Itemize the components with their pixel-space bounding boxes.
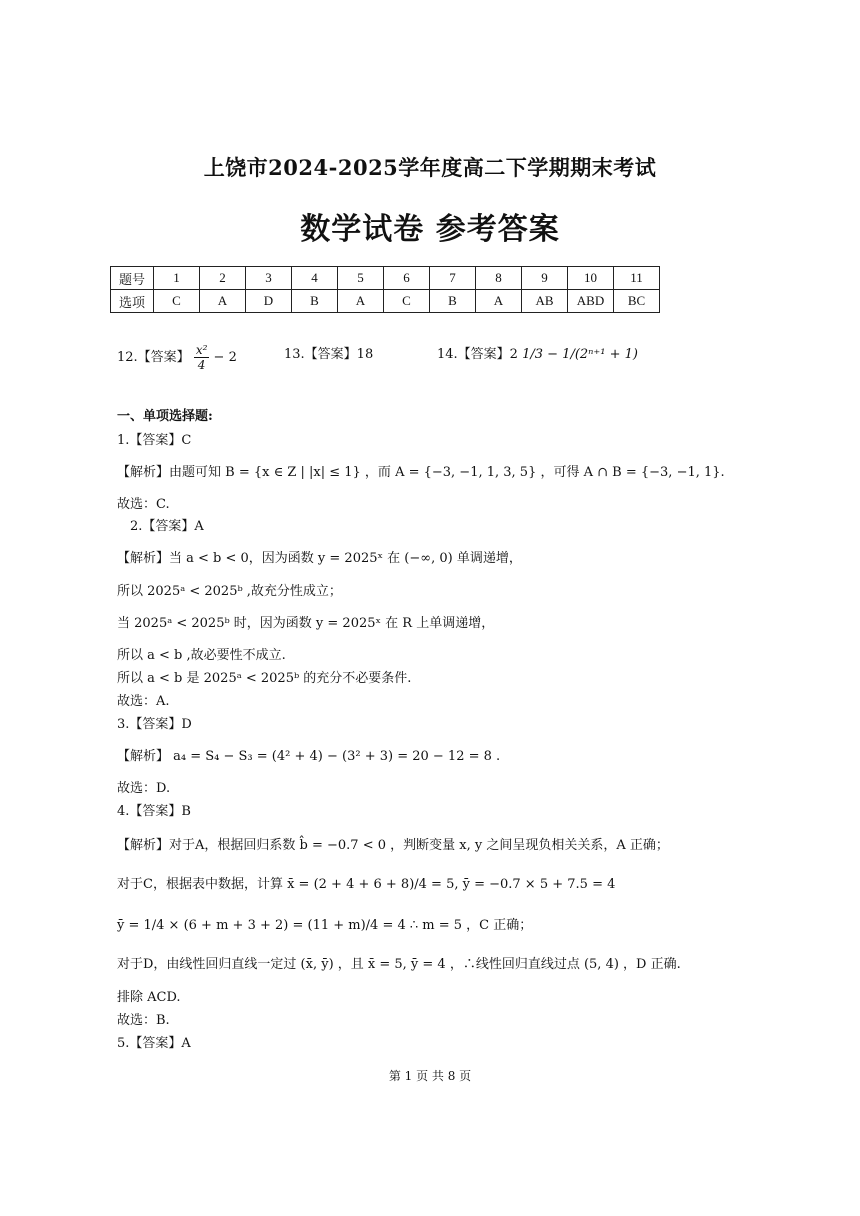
- solution-line: 【解析】当 a < b < 0，因为函数 y = 2025ˣ 在 (−∞, 0) 单调递增，: [117, 551, 522, 566]
- answer-12-fraction: [194, 343, 210, 372]
- table-cell: A: [200, 290, 246, 313]
- answer-table-row-numbers: [111, 267, 660, 290]
- solution-line: 【解析】 a₄ = S₄ − S₃ = (4² + 4) − (3² + 3) = 20 − 12 = 8 .: [117, 749, 501, 764]
- answer-14: [437, 343, 638, 362]
- answer-table-row-answers: [111, 290, 660, 313]
- table-cell: D: [246, 290, 292, 313]
- table-cell: 10: [568, 267, 614, 290]
- table-cell: A: [338, 290, 384, 313]
- solution-line: 故选：A.: [117, 694, 170, 709]
- solution-line: 2.【答案】A: [130, 519, 204, 534]
- table-cell: 8: [476, 267, 522, 290]
- answer-12-prefix: 12.【答案】: [117, 350, 190, 365]
- solution-line: 【解析】对于A，根据回归系数 b̂ = −0.7 < 0 ，判断变量 x, y 之间呈现负相关关系，A 正确；: [117, 838, 669, 853]
- solution-line: 所以 a < b ,故必要性不成立.: [117, 648, 286, 663]
- row-label-answer: 选项: [111, 290, 154, 313]
- solution-line: ȳ = 1/4 × (6 + m + 3 + 2) = (11 + m)/4 = 4 ∴ m = 5 ，C 正确；: [117, 918, 533, 933]
- answer-12-tail: − 2: [213, 350, 237, 365]
- answer-table: [110, 266, 660, 313]
- solution-line: 排除 ACD.: [117, 990, 181, 1005]
- table-cell: C: [154, 290, 200, 313]
- table-cell: 1: [154, 267, 200, 290]
- solution-line: 故选：B.: [117, 1013, 170, 1028]
- solution-line: 4.【答案】B: [117, 804, 191, 819]
- page-footer: 第 1 页 共 8 页: [388, 1069, 472, 1083]
- answer-13: 13.【答案】18: [284, 347, 374, 362]
- table-cell: C: [384, 290, 430, 313]
- solution-line: 当 2025ᵃ < 2025ᵇ 时，因为函数 y = 2025ˣ 在 R 上单调递增，: [117, 616, 495, 631]
- table-cell: 9: [522, 267, 568, 290]
- fraction-denominator: 4: [197, 358, 206, 372]
- solution-line: 对于D，由线性回归直线一定过 (x̄, ȳ) ，且 x̄ = 5, ȳ = 4 ，∴线性回归直线过点 (5, 4) ，D 正确.: [117, 957, 681, 972]
- section-title: 一、单项选择题:: [117, 409, 213, 424]
- table-cell: 6: [384, 267, 430, 290]
- row-label-number: 题号: [111, 267, 154, 290]
- table-cell: 3: [246, 267, 292, 290]
- table-cell: BC: [614, 290, 660, 313]
- table-cell: B: [430, 290, 476, 313]
- document-title: 上饶市2024-2025学年度高二下学期期末考试: [203, 155, 657, 180]
- solution-line: 对于C，根据表中数据，计算 x̄ = (2 + 4 + 6 + 8)/4 = 5, ȳ = −0.7 × 5 + 7.5 = 4: [117, 877, 616, 892]
- answer-14-expression: 1/3 − 1/(2ⁿ⁺¹ + 1): [522, 347, 639, 362]
- answer-14-prefix: 14.【答案】2: [437, 347, 518, 362]
- solution-line: 【解析】由题可知 B = {x ∈ Z | |x| ≤ 1} ，而 A = {−3, −1, 1, 3, 5} ，可得 A ∩ B = {−3, −1, 1}.: [117, 465, 725, 480]
- table-cell: 4: [292, 267, 338, 290]
- table-cell: 5: [338, 267, 384, 290]
- document-subtitle: 数学试卷 参考答案: [300, 212, 560, 247]
- solution-line: 1.【答案】C: [117, 433, 192, 448]
- solution-line: 故选：C.: [117, 497, 170, 512]
- table-cell: A: [476, 290, 522, 313]
- table-cell: 2: [200, 267, 246, 290]
- solution-line: 3.【答案】D: [117, 717, 192, 732]
- solution-line: 5.【答案】A: [117, 1036, 191, 1051]
- solution-line: 故选：D.: [117, 781, 171, 796]
- table-cell: 11: [614, 267, 660, 290]
- table-cell: 7: [430, 267, 476, 290]
- table-cell: B: [292, 290, 338, 313]
- answer-12: [117, 343, 237, 372]
- table-cell: ABD: [568, 290, 614, 313]
- fraction-numerator: x²: [195, 343, 208, 357]
- solution-line: 所以 2025ᵃ < 2025ᵇ ,故充分性成立；: [117, 584, 342, 599]
- solution-line: 所以 a < b 是 2025ᵃ < 2025ᵇ 的充分不必要条件.: [117, 671, 412, 686]
- table-cell: AB: [522, 290, 568, 313]
